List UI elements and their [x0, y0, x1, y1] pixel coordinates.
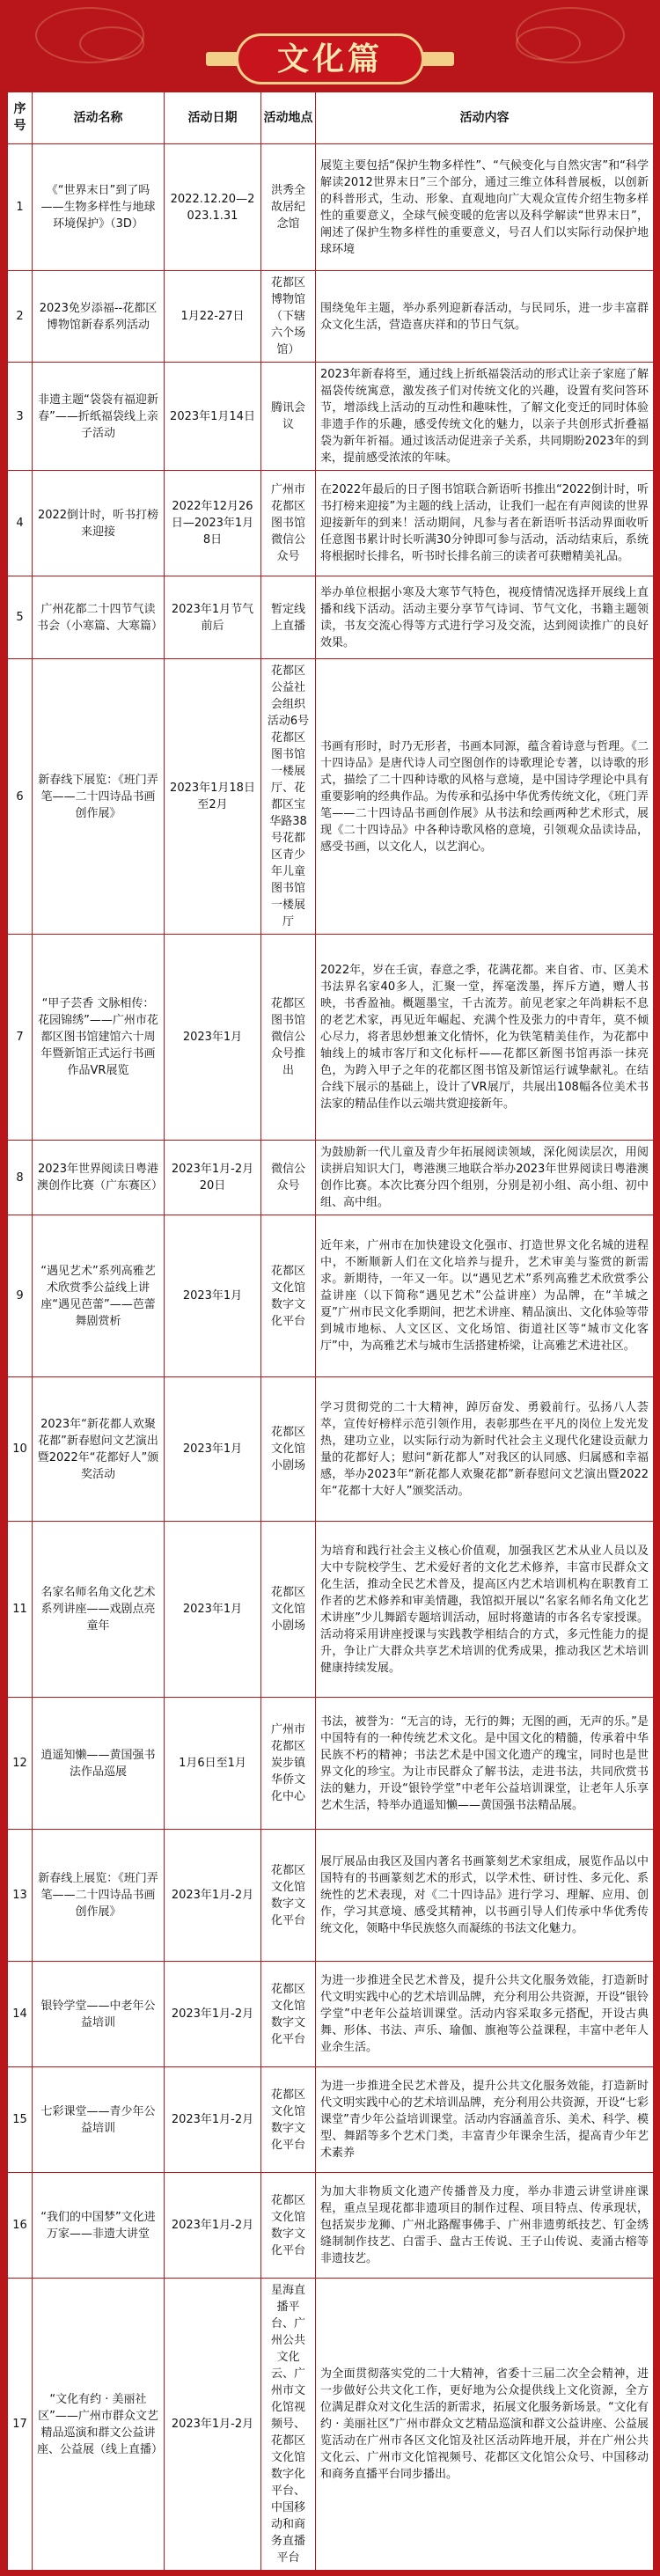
row-date: 2023年1月-2月 [165, 2067, 261, 2173]
row-content: 2022年，岁在壬寅，春意之季，花满花都。来自省、市、区美术书法界名家40多人，汇聚一堂，挥毫泼墨，挥斥方遒，赠人书映，书香盈袖。概题墨宝，千古流芳。前见老家之年尚耕耘不息的老艺术家，再见近年崛起、充满个性及张力的中青年，莫不倾心尽力，将者思妙想兼文化情怀，化为铁笔精美佳作，为花都中轴线上的城市客厅和文化标杆——花都区新图书馆再添一抹亮色，为跨入甲子之年的花都区图书馆及新馆运行诚挚献礼。在结合线下展示的基础上，设计了VR展厅，共展出108幅各位美术书法家的精品佳作以云端共赏迎接新年。 [316, 935, 654, 1141]
row-num: 16 [8, 2173, 33, 2279]
table-row [8, 471, 654, 576]
row-num: 12 [8, 1698, 33, 1830]
row-content: 为鼓励新一代儿童及青少年拓展阅读领域，深化阅读层次，用阅读拼启知识大门，粤港澳三地联合举办2023年世界阅读日粤港澳创作比赛。本次比赛分四个组别，分别是初小组、高小组、初中组、高中组。 [316, 1141, 654, 1215]
row-date: 2023年1月18日至2月 [165, 659, 261, 935]
row-num: 9 [8, 1215, 33, 1377]
title-badge [236, 33, 424, 84]
row-content: 为进一步推进全民艺术普及，提升公共文化服务效能，打造新时代文明实践中心的艺术培训品牌，充分利用公共资源，开设“银铃学堂”中老年公益培训课堂。活动内容采取多元搭配，开设古典舞、形体、书法、声乐、瑜伽、旗袍等公益课程，丰富中老年人业余生活。 [316, 1962, 654, 2067]
table-row [8, 1962, 654, 2067]
row-name: 新春线下展览：《班门弄笔——二十四诗品书画创作展》 [33, 659, 165, 935]
row-name: “遇见艺术”系列高雅艺术欣赏季公益线上讲座“遇见芭蕾”——芭蕾舞剧赏析 [33, 1215, 165, 1377]
row-venue: 花都区博物馆（下辖六个场馆） [261, 271, 316, 363]
row-num: 11 [8, 1522, 33, 1698]
table-row [8, 576, 654, 659]
header-name: 活动名称 [33, 92, 165, 144]
row-num: 17 [8, 2279, 33, 2571]
row-content: 书法，被誉为：“无言的诗，无行的舞；无图的画，无声的乐。”是中国特有的一种传统艺术文化。是中国文化的精髓，传承着中华民族不朽的精神；书法艺术是中国文化遗产的瑰宝，同时也是世界文化的珍宝。为让市民群众了解书法，走进书法，共同欣赏书法的魅力，开设“银铃学堂”中老年公益培训课堂，让老年人乐享艺术生活，特举办逍遥知懒——黄国强书法精品展。 [316, 1698, 654, 1830]
row-num: 5 [8, 576, 33, 659]
row-name: “我们的中国梦”文化进万家——非遗大讲堂 [33, 2173, 165, 2279]
row-num: 2 [8, 271, 33, 363]
row-date: 1月22-27日 [165, 271, 261, 363]
table-row [8, 935, 654, 1141]
row-content: 为进一步推进全民艺术普及，提升公共文化服务效能，打造新时代文明实践中心的艺术培训品牌，充分利用公共资源，开设“七彩课堂”青少年公益培训课堂。活动内容涵盖音乐、美术、科学、模型、舞蹈等多个艺术门类，丰富青少年课余生活，提高青少年艺术素养 [316, 2067, 654, 2173]
row-date: 2023年1月 [165, 1215, 261, 1377]
row-date: 2023年1月 [165, 1522, 261, 1698]
row-content: 举办单位根据小寒及大寒节气特色，视疫情情况选择开展线上直播和线下活动。活动主要分享节气诗词、节气文化，书籍主题领读，书友交流心得等方式进行学习及交流，达到阅读推广的良好效果。 [316, 576, 654, 659]
row-num: 3 [8, 363, 33, 471]
row-content: 近年来，广州市在加快建设文化强市、打造世界文化名城的进程中，不断顺新人们在文化培养与提升，艺术审美与鉴赏的新需求。新期待，一年又一年。以“遇见艺术”系列高雅艺术欣赏季公益讲座（以下简称“遇见艺术”公益讲座）为品牌，在“羊城之夏”广州市民文化季期间，把艺术讲座、精品演出、文化体验等带到城市地标、人文区区、文化场馆、街道社区等“城市文化客厅”中，为高雅艺术与城市生活搭建桥梁，让高雅艺术进社区。 [316, 1215, 654, 1377]
row-name: 名家名师名角文化艺术系列讲座——戏剧点亮童年 [33, 1522, 165, 1698]
row-date: 2023年1月-2月 [165, 1962, 261, 2067]
row-content: 书画有形时，时乃无形者，书画本同源，蕴含着诗意与哲理。《二十四诗品》是唐代诗人司空图创作的诗歌理论专著，以诗歌的形式，描绘了二十四种诗歌的风格与意境，是中国诗学理论中具有重要影响的经典作品。为传承和弘扬中华优秀传统文化，《班门弄笔——二十四诗品书画创作展》从书法和绘画两种艺术形式，展现《二十四诗品》中各种诗歌风格的意境，引领观众品读诗品，感受书画，以文化人，以艺润心。 [316, 659, 654, 935]
row-venue: 微信公众号 [261, 1141, 316, 1215]
row-venue: 花都区文化馆数字文化平台 [261, 1962, 316, 2067]
row-name: 非遗主题“袋袋有福迎新春”——折纸福袋线上亲子活动 [33, 363, 165, 471]
row-num: 13 [8, 1830, 33, 1962]
row-content: 为全面贯彻落实党的二十大精神，省委十三届二次全会精神，进一步做好公共文化工作，更好地为公众提供线上文化资源，全方位满足群众对文化生活的新需求，拓展文化服务新场景。“文化有约 · 美丽社区”广州市群众文艺精品巡演和群文公益讲座、公益展览活动在广州市各区文化馆及社区活动阵地开展，并在广州公共文化云、广州市文化馆视频号、花都区文化馆公众号、中国移动和商务直播平台同步播出。 [316, 2279, 654, 2571]
row-date: 2023年1月节气前后 [165, 576, 261, 659]
row-num: 8 [8, 1141, 33, 1215]
row-content: 围绕兔年主题，举办系列迎新春活动，与民同乐，进一步丰富群众文化生活，营造喜庆祥和的节日气氛。 [316, 271, 654, 363]
row-name: 新春线上展览：《班门弄笔——二十四诗品书画创作展》 [33, 1830, 165, 1962]
row-venue: 腾讯会议 [261, 363, 316, 471]
row-name: 《“世界末日”到了吗——生物多样性与地球环境保护》（3D） [33, 144, 165, 271]
row-content: 展厅展品由我区及国内著名书画篆刻艺术家组成，展览作品以中国特有的书画篆刻艺术的形式，以学术性、研讨性、多元化、系统性的艺术表现，对《二十四诗品》进行学习、理解、应用、创作，学习其意境、感受其精神，以书画引导人们传承中华优秀传统文化，领略中华民族悠久而凝练的书法文化魅力。 [316, 1830, 654, 1962]
row-content: 在2022年最后的日子图书馆联合新语听书推出“2022倒计时，听书打榜来迎接”为主题的线上活动，让我们一起在有声阅读的世界迎接新年的到来！活动期间，凡参与者在新语听书活动界面收听任意图书累计时长听满30分钟即可参与活动，活动结束后，系统将根据时长排名，听书时长排名前三的读者可获赠精美礼品。 [316, 471, 654, 576]
row-name: 2023免岁添福--花都区博物馆新春系列活动 [33, 271, 165, 363]
row-date: 2023年1月14日 [165, 363, 261, 471]
row-num: 1 [8, 144, 33, 271]
table-row [8, 2067, 654, 2173]
row-content: 为加大非物质文化遗产传播普及力度，举办非遗云讲堂讲座课程，重点呈现花都非遗项目的制作过程、项目特点、传承现状，包括炭步龙狮、广州北路醒事佛手、广州非遗剪纸技艺、钉金绣缝制制作技艺、白雷手、盘古王传说、王子山传说、麦涌古榕等非遗技艺。 [316, 2173, 654, 2279]
row-num: 14 [8, 1962, 33, 2067]
row-num: 6 [8, 659, 33, 935]
row-date: 2023年1月-2月20日 [165, 1141, 261, 1215]
row-venue: 花都区文化馆数字文化平台 [261, 2173, 316, 2279]
row-name: 银铃学堂——中老年公益培训 [33, 1962, 165, 2067]
row-content: 学习贯彻党的二十大精神，踔厉奋发、勇毅前行。弘扬八人荟萃，宣传好榜样示范引领作用，表彰那些在平凡的岗位上发光发热，建功立业，以实际行动为新时代社会主义现代化建设贡献力量的花都好人；慰问“新花都人”对我区的认同感、归属感和幸福感，举办2023年“新花都人欢聚花都”新春慰问文艺演出暨2022年“花都十大好人”颁奖活动。 [316, 1377, 654, 1522]
header-venue: 活动地点 [261, 92, 316, 144]
table-row [8, 1377, 654, 1522]
table-row [8, 2173, 654, 2279]
row-venue: 花都区文化馆小剧场 [261, 1377, 316, 1522]
row-num: 7 [8, 935, 33, 1141]
row-date: 2023年1月 [165, 1377, 261, 1522]
table-header-row [8, 92, 654, 144]
row-num: 15 [8, 2067, 33, 2173]
table-row [8, 1215, 654, 1377]
table-row [8, 1141, 654, 1215]
row-venue: 广州市花都区炭步镇华侨文化中心 [261, 1698, 316, 1830]
row-venue: 星海直播平台、广州公共文化云、广州市文化馆视频号、花都区文化馆数字化平台、中国移动和商务直播平台 [261, 2279, 316, 2571]
row-num: 10 [8, 1377, 33, 1522]
table-row [8, 1522, 654, 1698]
row-venue: 花都区文化馆数字文化平台 [261, 1215, 316, 1377]
table-row [8, 271, 654, 363]
row-venue: 花都区图书馆微信公众号推出 [261, 935, 316, 1141]
activity-table [7, 92, 653, 2571]
row-venue: 花都区文化馆数字文化平台 [261, 1830, 316, 1962]
table-row [8, 2279, 654, 2571]
row-content: 2023年新春将至，通过线上折纸福袋活动的形式让亲子家庭了解福袋传统寓意，激发孩子们对传统文化的兴趣，设置有奖问答环节，增添线上活动的互动性和趣味性，了解文化变迁的同时体验非遗手作的乐趣，感受传统文化的魅力，以亲子共创形式折叠福袋为新年祈福。通过该活动促进亲子关系，共同期盼2023年的到来，提前感受浓浓的年味。 [316, 363, 654, 471]
row-name: “文化有约 · 美丽社区”——广州市群众文艺精品巡演和群文公益讲座、公益展（线上直播） [33, 2279, 165, 2571]
top-banner [0, 0, 660, 92]
row-name: 七彩课堂——青少年公益培训 [33, 2067, 165, 2173]
row-venue: 花都区公益社会组织活动6号花都区图书馆一楼展厅、花都区宝华路38号花都区青少年儿童图书馆一楼展厅 [261, 659, 316, 935]
row-date: 2023年1月 [165, 935, 261, 1141]
row-venue: 广州市花都区图书馆微信公众号 [261, 471, 316, 576]
row-date: 1月6日至1月 [165, 1698, 261, 1830]
table-row [8, 144, 654, 271]
row-content: 展览主要包括“保护生物多样性”、“气候变化与自然灾害”和“科学解读2012世界末日”三个部分，通过三维立体科普展板，以创新的科普形式，生动、形象、直观地向广大观众宣传介绍生物多样性的重要意义，全球气候变暖的危害以及科学解读“世界末日”，阐述了保护生物多样性的重要意义，号召人们以实际行动保护地球环境 [316, 144, 654, 271]
table-row [8, 659, 654, 935]
table-row [8, 1830, 654, 1962]
header-date: 活动日期 [165, 92, 261, 144]
row-date: 2023年1月-2月 [165, 2279, 261, 2571]
row-num: 4 [8, 471, 33, 576]
cloud-decoration-right-small [516, 26, 581, 61]
row-name: 逍遥知懒——黄国强书法作品巡展 [33, 1698, 165, 1830]
row-date: 2022.12.20—2023.1.31 [165, 144, 261, 271]
table-row [8, 363, 654, 471]
header-num: 序号 [8, 92, 33, 144]
page-title: 文化篇 [276, 40, 383, 77]
row-venue: 花都区文化馆数字文化平台 [261, 2067, 316, 2173]
table-row [8, 1698, 654, 1830]
row-venue: 暂定线上直播 [261, 576, 316, 659]
row-name: 2022倒计时，听书打榜来迎接 [33, 471, 165, 576]
row-name: 广州花都二十四节气读书会（小寒篇、大寒篇） [33, 576, 165, 659]
cloud-decoration-left-small [79, 26, 144, 61]
row-date: 2023年1月-2月 [165, 2173, 261, 2279]
row-name: 2023年“新花都人欢聚花都”新春慰问文艺演出暨2022年“花都好人”颁奖活动 [33, 1377, 165, 1522]
row-content: 为培育和践行社会主义核心价值观，加强我区艺术从业人员以及大中专院校学生、艺术爱好者的文化艺术修养，丰富市民群众文化生活，推动全民艺术普及，提高区内艺术培训机构在职教育工作者的艺术修养和审美情趣，我馆拟开展以“名家名师名角文化艺术讲座”少儿舞蹈专题培训活动，屈时将邀请的市各名专家授课。活动将采用讲座授课与实践教学相结合的方式，多元性能力的提升，争让广大群众共享艺术培训的优秀成果，推动我区艺术培训健康持续发展。 [316, 1522, 654, 1698]
header-content: 活动内容 [316, 92, 654, 144]
row-date: 2023年1月-2月 [165, 1830, 261, 1962]
row-venue: 洪秀全故居纪念馆 [261, 144, 316, 271]
row-name: “甲子芸香 文脉相传：花园锦绣”——广州市花都区图书馆建馆六十周年暨新馆正式运行书画作品VR展览 [33, 935, 165, 1141]
row-date: 2022年12月26日—2023年1月8日 [165, 471, 261, 576]
row-name: 2023年世界阅读日粤港澳创作比赛（广东赛区） [33, 1141, 165, 1215]
row-venue: 花都区文化馆小剧场 [261, 1522, 316, 1698]
